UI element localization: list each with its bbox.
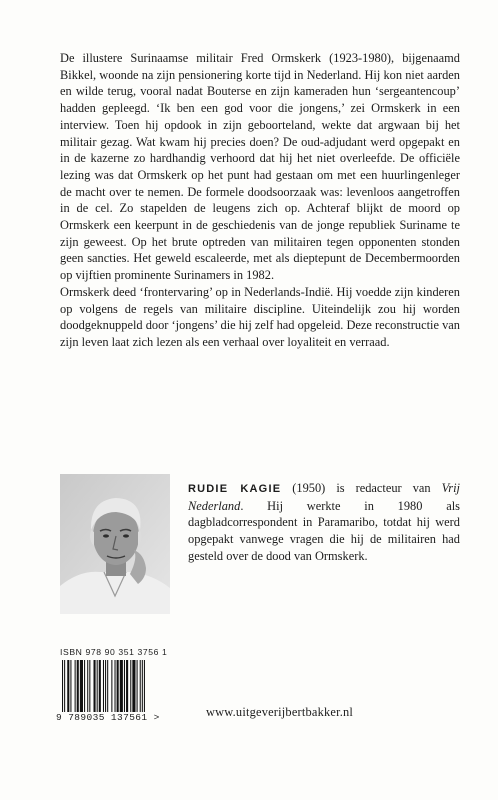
author-photo [60,474,170,614]
author-birth-year: (1950) [292,481,326,495]
author-name: RUDIE KAGIE [188,483,282,495]
blurb-paragraph-2: Ormskerk deed ‘frontervaring’ op in Nederlands-Indië. Hij voedde zijn kinderen op volgens de regels van militaire discipline. Uiteindelijk zou hij worden doodgeknuppeld door ‘jongens’ die hij zelf had opgeleid. Deze reconstructie van zijn leven laat zich lezen als een verhaal over loyaliteit en verraad. [60,284,460,349]
publisher-website[interactable]: www.uitgeverijbertbakker.nl [206,705,354,719]
isbn-label: ISBN 978 90 351 3756 1 [60,647,168,657]
author-bio [188,480,460,565]
author-bio-rest: . Hij werkte in 1980 als dagbladcorrespondent in Paramaribo, totdat hij werd opgepakt vanwege vragen die hij de militairen had gesteld over de dood van Ormskerk. [188,498,460,563]
author-magazine: Vrij Nederland [188,481,460,513]
blurb-paragraph-1: De illustere Surinaamse militair Fred Ormskerk (1923-1980), bijgenaamd Bikkel, woonde na zijn pensionering korte tijd in Nederland. Hij kon niet aarden en wilde terug, vooral nadat Bouterse en zijn kameraden hun ‘sergeantencoup’ hadden gepleegd. ‘Ik ben een god voor die jongens,’ zei Ormskerk in een interview. Toen hij opdook in zijn geboorteland, wekte dat argwaan bij het militair gezag. Wat kwam hij precies doen? De oud-adjudant werd opgepakt en in de kazerne zo hardhandig verhoord dat hij het niet overleefde. De officiële lezing was dat Ormskerk op het punt had gestaan om met een huurlingenleger de macht over te nemen. De formele doodsoorzaak was: levenloos aangetroffen in de cel. Zo stapelden de leugens zich op. Achteraf blijkt de moord op Ormskerk een keerpunt in de geschiedenis van de jonge republiek Suriname te zijn geweest. Op het brute optreden van militairen tegen opponenten stonden geen sancties. Het geweld escaleerde, met als dieptepunt de Decembermoorden op vijftien prominente Surinamers in 1982. [60,51,460,283]
author-bio-intro: is redacteur van [336,481,431,495]
barcode-digits: 9 789035 137561 > [56,712,160,723]
book-blurb [60,50,460,351]
